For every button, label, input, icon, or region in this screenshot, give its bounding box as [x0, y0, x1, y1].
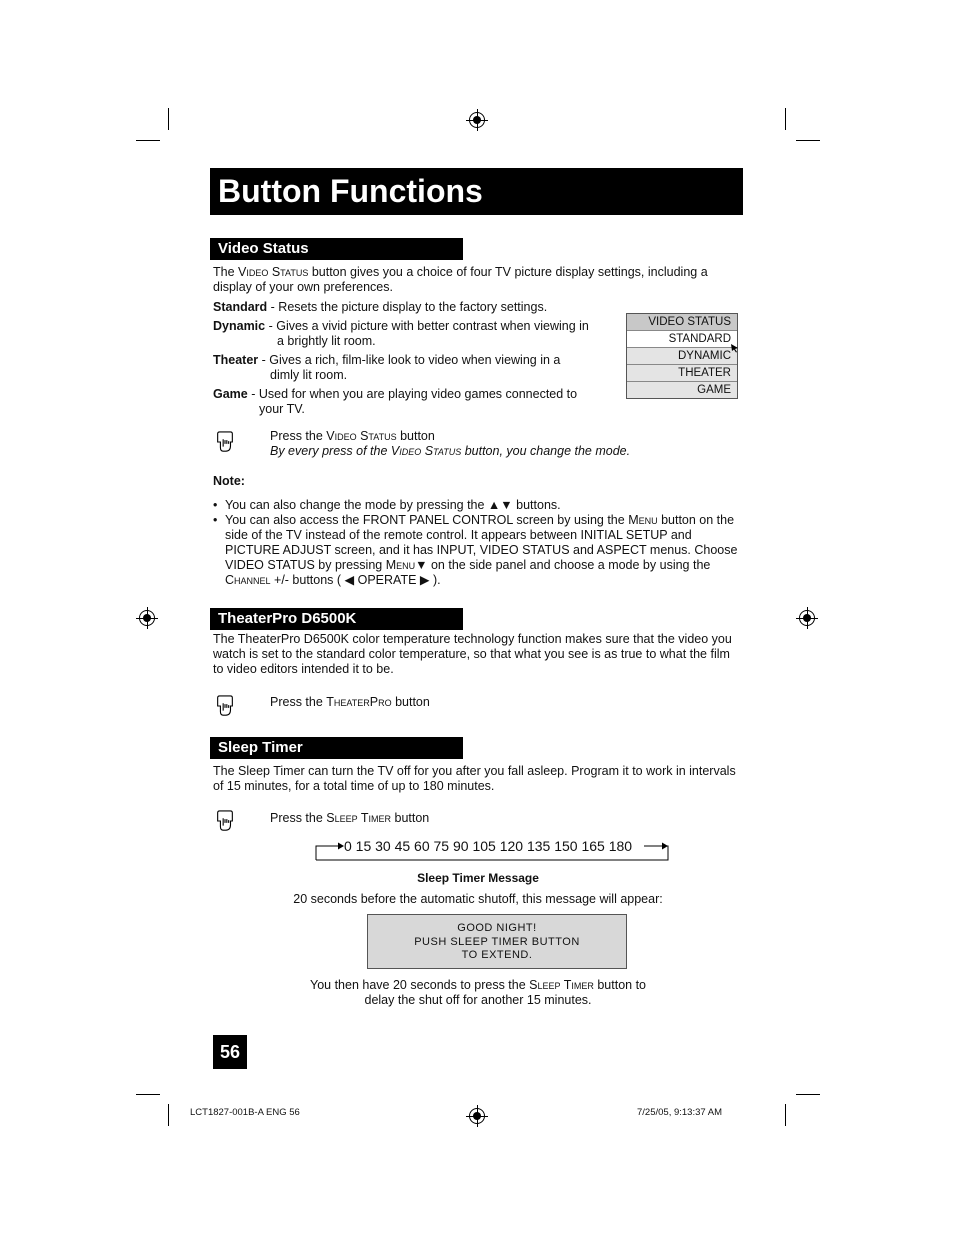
sleep-timer-message-heading: Sleep Timer Message	[417, 871, 539, 885]
menu-item: DYNAMIC	[627, 347, 737, 364]
registration-mark-icon	[469, 112, 485, 128]
sleep-timer-sequence: 0 15 30 45 60 75 90 105 120 135 150 165 180	[344, 838, 633, 854]
message-line: PUSH SLEEP TIMER BUTTON	[414, 935, 580, 948]
theaterpro-press: Press the TheaterPro button	[270, 695, 430, 709]
cursor-icon	[730, 343, 740, 353]
registration-mark-icon	[799, 610, 815, 626]
crop-mark	[796, 1094, 820, 1095]
press-hand-icon	[214, 695, 236, 717]
crop-mark	[168, 108, 169, 130]
press-hand-icon	[214, 810, 236, 832]
page-number: 56	[213, 1035, 247, 1069]
sleep-timer-after: You then have 20 seconds to press the Sleep Timer button to delay the shut off for another 15 minutes.	[310, 978, 646, 1007]
message-line: GOOD NIGHT!	[457, 922, 537, 934]
note-item: • You can also access the FRONT PANEL CONTROL screen by using the Menu button on the side of the TV instead of the remote control. It appears between INITIAL SETUP and PICTURE ADJUST screen, and it has INPUT, VIDEO STATUS and ASPECT menus. Choose VIDEO STATUS by pressing Menu▼ on the side panel and choose a mode by using the Channel +/- buttons ( ◀ OPERATE ▶ ).	[213, 513, 743, 588]
menu-item: STANDARD	[627, 330, 737, 347]
mode-game: Game - Used for when you are playing video games connected to your TV.	[213, 387, 578, 416]
crop-mark	[785, 108, 786, 130]
theaterpro-body: The TheaterPro D6500K color temperature technology function makes sure that the video you watch is set to the standard color temperature, so that what you see is as true to what the film to video editors intended it to be.	[213, 632, 732, 676]
footer-left: LCT1827-001B-A ENG 56	[190, 1107, 300, 1118]
section-heading-theaterpro: TheaterPro D6500K	[210, 608, 463, 630]
video-status-press: Press the Video Status button By every press of the Video Status button, you change the mode.	[270, 429, 631, 458]
crop-mark	[136, 1094, 160, 1095]
menu-item: GAME	[627, 381, 737, 398]
crop-mark	[168, 1104, 169, 1126]
note-label: Note:	[213, 474, 245, 488]
sleep-timer-message-box	[367, 914, 627, 969]
menu-item: THEATER	[627, 364, 737, 381]
mode-standard: Standard - Resets the picture display to the factory settings.	[213, 300, 548, 314]
press-hand-icon	[214, 431, 236, 453]
crop-mark	[785, 1104, 786, 1126]
video-status-menu	[626, 313, 738, 399]
section-heading-video-status: Video Status	[210, 238, 463, 260]
page-title: Button Functions	[210, 168, 743, 215]
registration-mark-icon	[469, 1108, 485, 1124]
note-item: • You can also change the mode by pressing the ▲▼ buttons.	[213, 498, 743, 513]
notes-list	[213, 498, 743, 588]
footer-right: 7/25/05, 9:13:37 AM	[637, 1107, 723, 1118]
message-line: TO EXTEND.	[461, 949, 533, 961]
sleep-timer-press: Press the Sleep Timer button	[270, 811, 430, 825]
mode-theater: Theater - Gives a rich, film-like look to video when viewing in a dimly lit room.	[213, 353, 561, 382]
section-heading-sleep-timer: Sleep Timer	[210, 737, 463, 759]
sleep-timer-message-intro: 20 seconds before the automatic shutoff, this message will appear:	[293, 892, 663, 906]
registration-mark-icon	[139, 610, 155, 626]
video-status-intro: The Video Status button gives you a choice of four TV picture display settings, including a display of your own preferences.	[213, 265, 708, 294]
mode-dynamic: Dynamic - Gives a vivid picture with better contrast when viewing in a brightly lit room.	[213, 319, 589, 348]
sleep-timer-body: The Sleep Timer can turn the TV off for you after you fall asleep. Program it to work in intervals of 15 minutes, for a total time of up to 180 minutes.	[213, 764, 736, 793]
crop-mark	[136, 140, 160, 141]
crop-mark	[796, 140, 820, 141]
menu-title: VIDEO STATUS	[627, 314, 737, 330]
